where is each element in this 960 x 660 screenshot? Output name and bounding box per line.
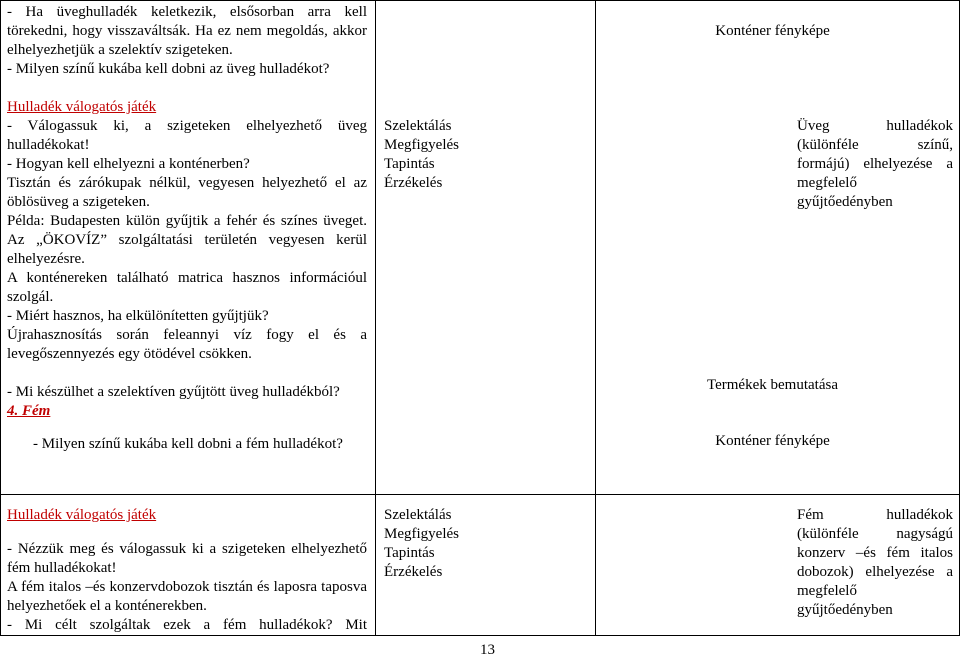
tool-item: Konténer fényképe	[715, 433, 830, 449]
row-divider	[0, 635, 960, 636]
text-paragraph: - Milyen színű kukába kell dobni az üveg hulladékot?	[7, 61, 330, 77]
row1-activity-cell	[7, 3, 367, 454]
text-paragraph: - Mi készülhet a szelektíven gyűjtött üveg hulladékból?	[7, 384, 340, 400]
row1-tools-photo	[600, 22, 945, 41]
tool-item: Konténer fényképe	[715, 23, 830, 39]
row1-tools-desc	[797, 117, 953, 212]
column-divider	[0, 0, 1, 636]
section-heading: Hulladék válogatós játék	[7, 507, 157, 523]
text-paragraph: - Miért hasznos, ha elkülönítetten gyűjtjük?	[7, 308, 269, 324]
row2-tools-desc	[797, 506, 953, 620]
page-number: 13	[480, 642, 495, 658]
column-divider	[375, 0, 376, 636]
column-divider	[595, 0, 596, 636]
text-paragraph: - Mi célt szolgáltak ezek a fém hulladékok? Mit	[7, 617, 367, 633]
text-paragraph: - Milyen színű kukába kell dobni a fém hulladékot?	[33, 436, 343, 452]
section-heading: Hulladék válogatós játék	[7, 99, 157, 115]
method-item: Megfigyelés	[384, 526, 459, 542]
method-item: Tapintás	[384, 545, 435, 561]
text-paragraph: Tisztán és zárókupak nélkül, vegyesen helyezhető el az öblösüveg a szigeteken.	[7, 175, 367, 210]
method-item: Szelektálás	[384, 118, 452, 134]
tool-item: Termékek bemutatása	[707, 377, 838, 393]
row-divider	[0, 0, 960, 1]
tool-description: Üveg hulladékok (különféle színű, formájú) elhelyezése a megfelelő gyűjtőedényben	[797, 118, 953, 210]
row1-tools-photo2	[600, 432, 945, 451]
text-paragraph: A fém italos –és konzervdobozok tisztán és laposra taposva helyezhetőek el a konténerekben.	[7, 579, 367, 614]
text-paragraph: Újrahasznosítás során feleannyi víz fogy el és a levegőszennyezés egy ötödével csökken.	[7, 327, 367, 362]
method-item: Érzékelés	[384, 175, 443, 191]
method-item: Érzékelés	[384, 564, 443, 580]
text-paragraph: - Válogassuk ki, a szigeteken elhelyezhető üveg hulladékokat!	[7, 118, 367, 153]
text-paragraph: - Ha üveghulladék keletkezik, elsősorban arra kell törekedni, hogy visszaváltsák. Ha ez nem megoldás, akkor elhelyezhetjük a szelektív szigeteken.	[7, 4, 367, 58]
section-title: 4. Fém	[7, 403, 51, 419]
row-divider	[0, 494, 960, 495]
row1-method-cell	[384, 117, 584, 193]
tool-description: Fém hulladékok (különféle nagyságú konzerv –és fém italos dobozok) elhelyezése a megfelelő gyűjtőedényben	[797, 507, 953, 618]
row1-tools-products	[600, 376, 945, 395]
text-paragraph: - Hogyan kell elhelyezni a konténerben?	[7, 156, 250, 172]
method-item: Megfigyelés	[384, 137, 459, 153]
text-paragraph: Példa: Budapesten külön gyűjtik a fehér és színes üveget. Az „ÖKOVÍZ” szolgáltatási területén vegyesen kerül elhelyezésre.	[7, 213, 367, 267]
text-paragraph: - Nézzük meg és válogassuk ki a szigeteken elhelyezhető fém hulladékokat!	[7, 541, 367, 576]
row2-method-cell	[384, 506, 584, 582]
row2-activity-cell	[7, 506, 367, 635]
method-item: Szelektálás	[384, 507, 452, 523]
text-paragraph: A konténereken található matrica hasznos információul szolgál.	[7, 270, 367, 305]
method-item: Tapintás	[384, 156, 435, 172]
